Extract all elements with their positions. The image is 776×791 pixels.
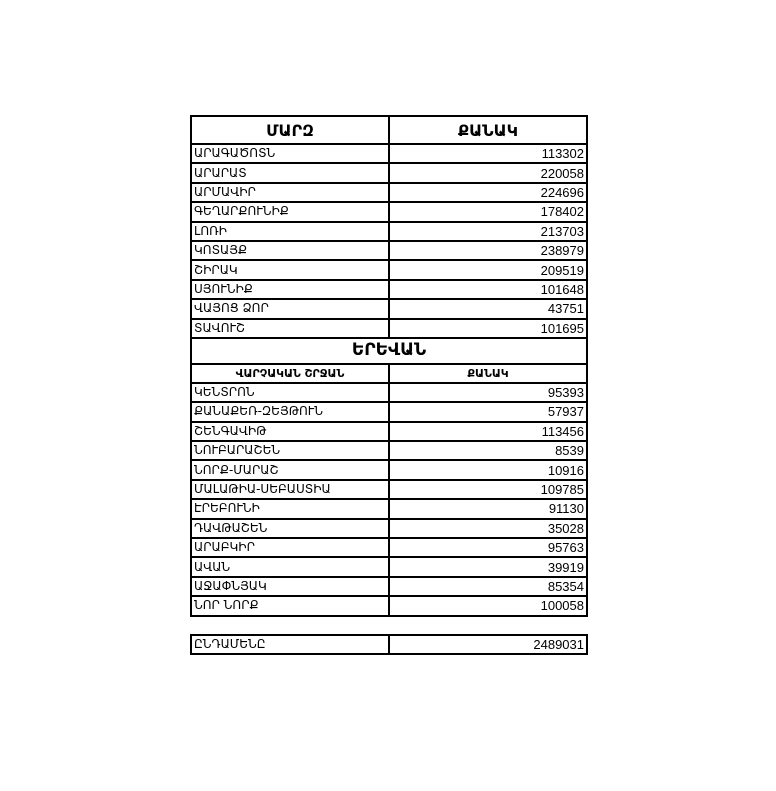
table-row	[191, 222, 587, 241]
district-name: ԱՐԱԲԿԻՐ	[191, 538, 389, 557]
table-row	[191, 280, 587, 299]
district-count: 57937	[389, 402, 587, 421]
yerevan-title-row	[191, 338, 587, 364]
total-row	[191, 635, 587, 654]
table-row	[191, 319, 587, 338]
yerevan-section	[191, 338, 587, 383]
region-count: 224696	[389, 183, 587, 202]
district-name: ԷՐԵԲՈՒՆԻ	[191, 499, 389, 518]
region-name: ՏԱՎՈՒՇ	[191, 319, 389, 338]
region-count: 238979	[389, 241, 587, 260]
district-count: 95763	[389, 538, 587, 557]
region-count: 113302	[389, 144, 587, 163]
district-name: ՆՈՒԲԱՐԱՇԵՆ	[191, 441, 389, 460]
regions-body	[191, 144, 587, 338]
table-row	[191, 202, 587, 221]
table-row	[191, 557, 587, 576]
district-name: ՔԱՆԱՔԵՌ-ԶԵՅԹՈՒՆ	[191, 402, 389, 421]
table-row	[191, 519, 587, 538]
region-count: 209519	[389, 260, 587, 279]
header-row	[191, 116, 587, 144]
district-count: 39919	[389, 557, 587, 576]
district-count: 8539	[389, 441, 587, 460]
district-column-header: ՎԱՐՉԱԿԱՆ ՇՐՋԱՆ	[191, 364, 389, 383]
table-row	[191, 183, 587, 202]
district-count: 95393	[389, 383, 587, 402]
yerevan-title: ԵՐԵՎԱՆ	[191, 338, 587, 364]
region-name: ԱՐԱԳԱԾՈՏՆ	[191, 144, 389, 163]
region-name: ԱՐՄԱՎԻՐ	[191, 183, 389, 202]
region-count: 101695	[389, 319, 587, 338]
table-row	[191, 480, 587, 499]
count-column-header: ՔԱՆԱԿ	[389, 116, 587, 144]
population-table	[190, 115, 588, 617]
region-name: ՇԻՐԱԿ	[191, 260, 389, 279]
table-row	[191, 441, 587, 460]
total-count: 2489031	[389, 635, 587, 654]
district-name: ԱՎԱՆ	[191, 557, 389, 576]
table-row	[191, 422, 587, 441]
table-row	[191, 402, 587, 421]
district-name: ԿԵՆՏՐՈՆ	[191, 383, 389, 402]
region-name: ԱՐԱՐԱՏ	[191, 163, 389, 182]
district-count: 100058	[389, 596, 587, 615]
district-name: ԴԱՎԹԱՇԵՆ	[191, 519, 389, 538]
district-name: ԱՋԱՓՆՅԱԿ	[191, 577, 389, 596]
district-name: ՆՈՐ ՆՈՐՔ	[191, 596, 389, 615]
population-sheet	[190, 115, 586, 655]
table-row	[191, 163, 587, 182]
table-row	[191, 144, 587, 163]
district-count: 109785	[389, 480, 587, 499]
region-name: ԿՈՏԱՅՔ	[191, 241, 389, 260]
district-name: ՄԱԼԱԹԻԱ-ՍԵԲԱՍՏԻԱ	[191, 480, 389, 499]
region-count: 213703	[389, 222, 587, 241]
table-row	[191, 460, 587, 479]
district-name: ՆՈՐՔ-ՄԱՐԱՇ	[191, 460, 389, 479]
district-count: 85354	[389, 577, 587, 596]
region-count: 43751	[389, 299, 587, 318]
district-count: 10916	[389, 460, 587, 479]
yerevan-header-row	[191, 364, 587, 383]
total-table	[190, 634, 588, 655]
table-row	[191, 241, 587, 260]
region-count: 220058	[389, 163, 587, 182]
table-row	[191, 596, 587, 615]
region-name: ՍՅՈՒՆԻՔ	[191, 280, 389, 299]
region-count: 178402	[389, 202, 587, 221]
districts-body	[191, 383, 587, 616]
region-column-header: ՄԱՐԶ	[191, 116, 389, 144]
district-count: 113456	[389, 422, 587, 441]
table-row	[191, 299, 587, 318]
region-count: 101648	[389, 280, 587, 299]
region-name: ՎԱՅՈՑ ՁՈՐ	[191, 299, 389, 318]
district-name: ՇԵՆԳԱՎԻԹ	[191, 422, 389, 441]
district-count: 35028	[389, 519, 587, 538]
district-count: 91130	[389, 499, 587, 518]
table-row	[191, 260, 587, 279]
region-name: ԳԵՂԱՐՔՈՒՆԻՔ	[191, 202, 389, 221]
district-count-column-header: ՔԱՆԱԿ	[389, 364, 587, 383]
table-row	[191, 538, 587, 557]
region-name: ԼՈՌԻ	[191, 222, 389, 241]
table-row	[191, 577, 587, 596]
table-row	[191, 499, 587, 518]
table-row	[191, 383, 587, 402]
total-label: ԸՆԴԱՄԵՆԸ	[191, 635, 389, 654]
